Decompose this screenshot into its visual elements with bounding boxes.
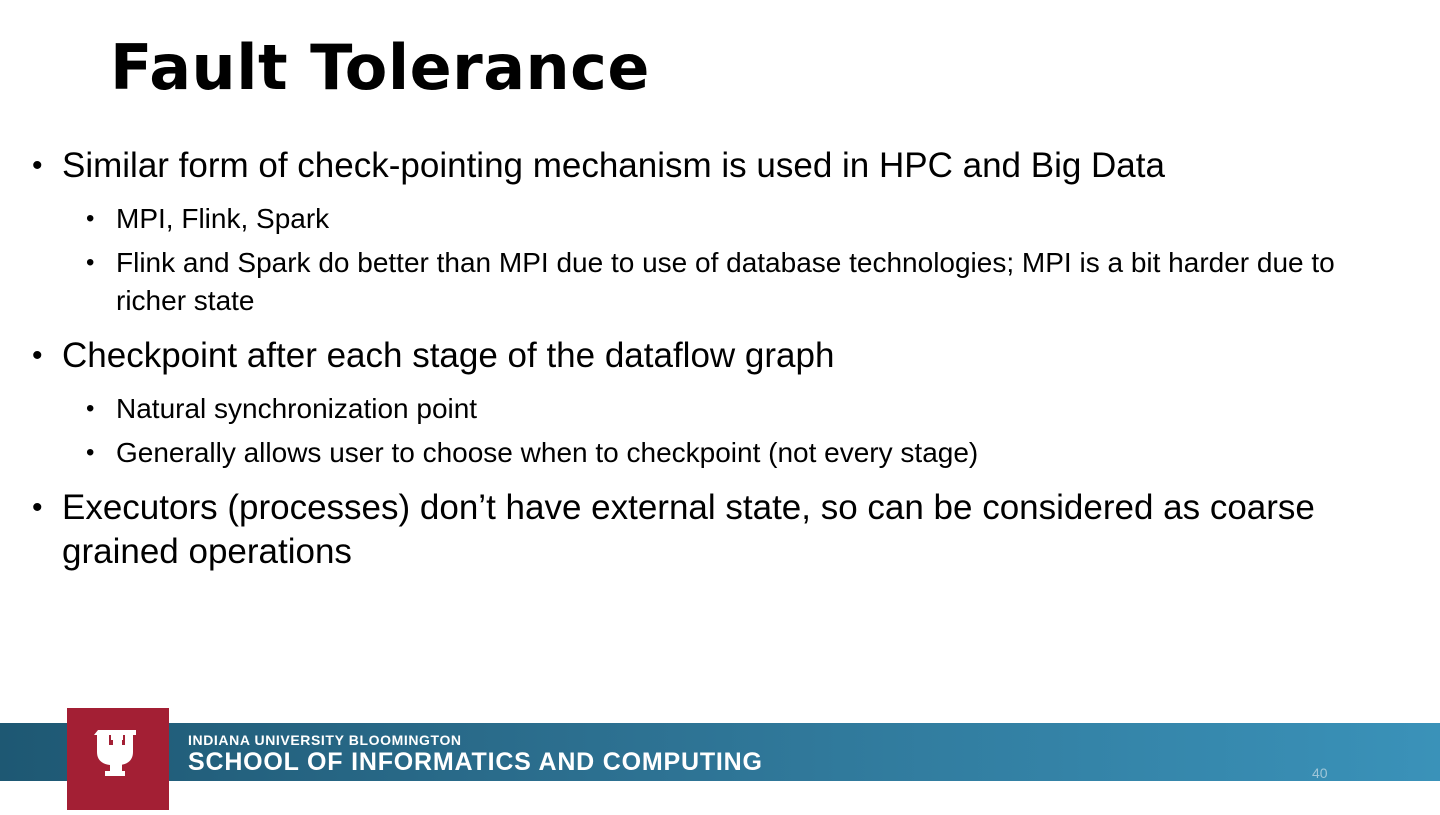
bullet-dot-icon: • xyxy=(32,149,43,182)
bullet-3-text: Executors (processes) don’t have external state, so can be considered as coarse grained operations xyxy=(62,488,1315,571)
bullet-1-subitems xyxy=(30,200,1410,320)
sub-bullet xyxy=(30,200,1410,238)
bullet-2 xyxy=(30,334,1410,378)
page-number: 40 xyxy=(1312,765,1328,781)
slide-content xyxy=(30,144,1410,586)
footer-university-name: INDIANA UNIVERSITY BLOOMINGTON xyxy=(188,732,462,748)
sub-bullet-text: Generally allows user to choose when to checkpoint (not every stage) xyxy=(116,437,979,468)
sub-bullet xyxy=(30,390,1410,428)
bullet-2-text: Checkpoint after each stage of the dataflow graph xyxy=(62,336,835,375)
bullet-dot-icon: • xyxy=(86,395,95,422)
slide-title: Fault Tolerance xyxy=(110,31,650,104)
sub-bullet xyxy=(30,244,1410,320)
bullet-2-subitems xyxy=(30,390,1410,472)
sub-bullet-text: MPI, Flink, Spark xyxy=(116,203,330,234)
bullet-dot-icon: • xyxy=(32,339,43,372)
bullet-3 xyxy=(30,486,1410,574)
bullet-dot-icon: • xyxy=(32,491,43,524)
sub-bullet xyxy=(30,434,1410,472)
bullet-dot-icon: • xyxy=(86,205,95,232)
bullet-1-text: Similar form of check-pointing mechanism is used in HPC and Big Data xyxy=(62,146,1165,185)
bullet-1 xyxy=(30,144,1410,188)
bullet-dot-icon: • xyxy=(86,249,95,276)
sub-bullet-text: Natural synchronization point xyxy=(116,393,478,424)
iu-trident-logo-icon xyxy=(67,708,169,810)
bullet-dot-icon: • xyxy=(86,439,95,466)
iu-trident-logo-icon xyxy=(67,708,169,810)
footer-school-name: SCHOOL OF INFORMATICS AND COMPUTING xyxy=(188,748,763,776)
sub-bullet-text: Flink and Spark do better than MPI due to use of database technologies; MPI is a bit harder due to richer state xyxy=(116,247,1335,316)
